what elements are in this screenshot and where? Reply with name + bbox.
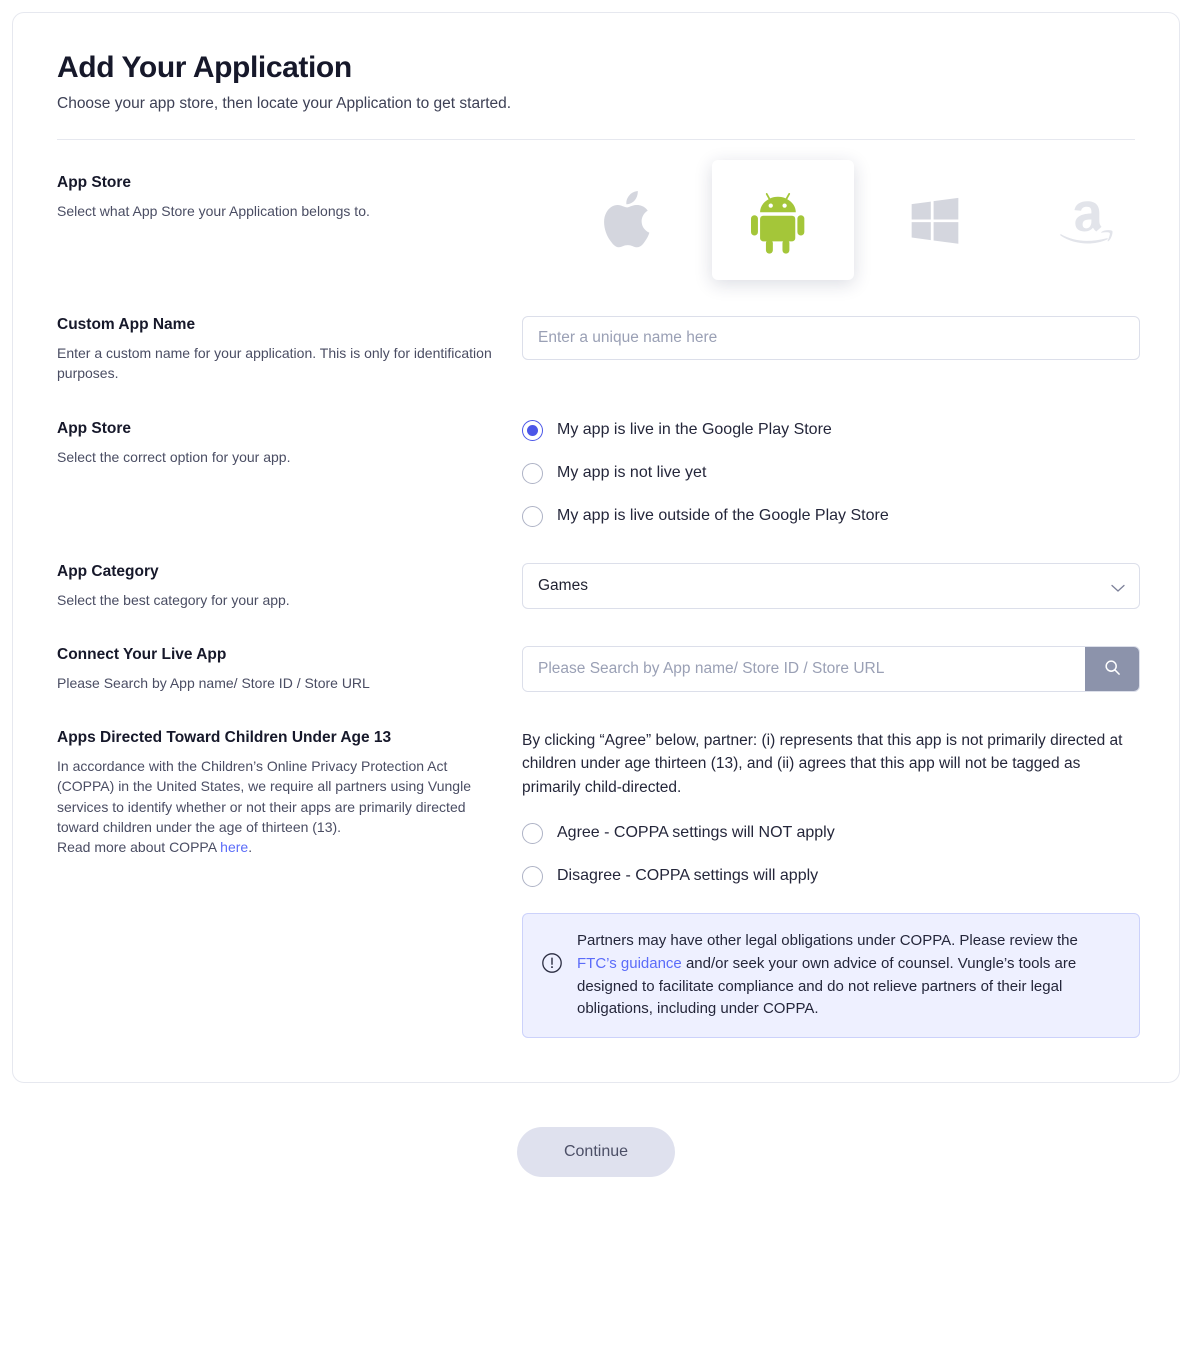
app-category-value: Games (538, 576, 588, 594)
app-store-status-options (522, 420, 1135, 527)
store-option-apple[interactable] (560, 160, 702, 280)
radio-coppa-disagree[interactable] (522, 866, 1140, 887)
coppa-hint-period: . (248, 839, 253, 856)
app-store-status-labels (57, 420, 522, 467)
app-store-selection-labels (57, 174, 522, 221)
app-search-button[interactable] (1085, 647, 1139, 691)
radio-indicator (522, 506, 543, 527)
radio-indicator (522, 866, 543, 887)
app-category-hint: Select the best category for your app. (57, 591, 290, 608)
radio-app-live-google-play[interactable] (522, 420, 1135, 441)
coppa-notice (522, 913, 1140, 1038)
app-category-field-wrap (522, 563, 1140, 609)
custom-app-name-section (57, 316, 1135, 384)
radio-app-live-outside-google-play[interactable] (522, 506, 1135, 527)
page-subtitle: Choose your app store, then locate your Application to get started. (57, 95, 512, 112)
radio-coppa-agree[interactable] (522, 823, 1140, 844)
radio-indicator (522, 823, 543, 844)
coppa-readmore-text: Read more about COPPA (57, 839, 221, 856)
coppa-labels (57, 729, 522, 857)
notice-text-before: Partners may have other legal obligations under COPPA. Please review the (577, 931, 1078, 949)
custom-app-name-input[interactable] (522, 316, 1140, 360)
ftc-guidance-link[interactable]: FTC’s guidance (577, 954, 682, 972)
connect-live-app-section (57, 646, 1135, 693)
coppa-here-link[interactable]: here (220, 839, 249, 856)
amazon-icon (1054, 192, 1120, 248)
store-option-amazon[interactable] (1016, 160, 1158, 280)
apple-icon (602, 185, 660, 255)
radio-indicator (522, 420, 543, 441)
android-icon (751, 184, 815, 256)
coppa-hint-text: In accordance with the Children’s Online Privacy Protection Act (COPPA) in the United States, we require all partners using Vungle services to identify whether or not their apps are primarily directed toward children under the age of thirteen (13). (57, 758, 471, 836)
connect-live-app-field-wrap (522, 646, 1140, 692)
header-divider (57, 139, 1135, 140)
coppa-section (57, 729, 1135, 1038)
radio-label: My app is not live yet (557, 464, 707, 482)
windows-icon (907, 192, 963, 248)
app-category-select[interactable] (522, 563, 1140, 609)
app-category-label: App Category (57, 562, 159, 580)
search-icon (1104, 659, 1121, 679)
custom-app-name-hint: Enter a custom name for your application. This is only for identification purposes. (57, 345, 492, 382)
app-store-tiles (522, 174, 1158, 280)
store-option-android[interactable] (712, 160, 854, 280)
coppa-label: Apps Directed Toward Children Under Age 13 (57, 729, 392, 747)
app-store-hint: Select what App Store your Application belongs to. (57, 203, 370, 219)
add-application-card (12, 12, 1180, 1083)
store-option-windows[interactable] (864, 160, 1006, 280)
app-store-status-label: App Store (57, 419, 132, 437)
app-store-label: App Store (57, 174, 132, 191)
app-category-labels (57, 563, 522, 610)
connect-live-app-label: Connect Your Live App (57, 645, 227, 663)
page-title: Add Your Application (57, 51, 352, 84)
connect-live-app-labels (57, 646, 522, 693)
app-search-input[interactable] (523, 647, 1085, 691)
footer (12, 1083, 1180, 1177)
radio-app-not-live[interactable] (522, 463, 1135, 484)
app-category-section (57, 563, 1135, 610)
radio-label: My app is live in the Google Play Store (557, 421, 832, 439)
custom-app-name-labels (57, 316, 522, 384)
radio-label: Disagree - COPPA settings will apply (557, 867, 819, 885)
coppa-agree-text: By clicking “Agree” below, partner: (i) represents that this app is not primarily directed at children under age thirteen (13), and (ii) agrees that this app will not be tagged as primarily child-directed. (522, 732, 1123, 796)
custom-app-name-label: Custom App Name (57, 316, 196, 333)
continue-button[interactable]: Continue (517, 1127, 675, 1177)
radio-label: My app is live outside of the Google Play Store (557, 507, 889, 525)
app-store-selection-section (57, 174, 1135, 280)
connect-live-app-hint: Please Search by App name/ Store ID / Store URL (57, 674, 370, 691)
app-store-status-section (57, 420, 1135, 527)
coppa-options (522, 729, 1140, 1038)
info-circle-icon (541, 952, 563, 979)
notice-text-after: and/or seek your own advice of counsel. Vungle’s tools are designed to facilitate compliance and do not relieve partners of their legal obligations, including under COPPA. (577, 954, 1077, 1018)
coppa-hint (57, 756, 492, 857)
app-store-status-hint: Select the correct option for your app. (57, 448, 291, 465)
radio-indicator (522, 463, 543, 484)
radio-label: Agree - COPPA settings will NOT apply (557, 824, 835, 842)
custom-app-name-field-wrap (522, 316, 1140, 360)
coppa-notice-text (577, 930, 1121, 1021)
